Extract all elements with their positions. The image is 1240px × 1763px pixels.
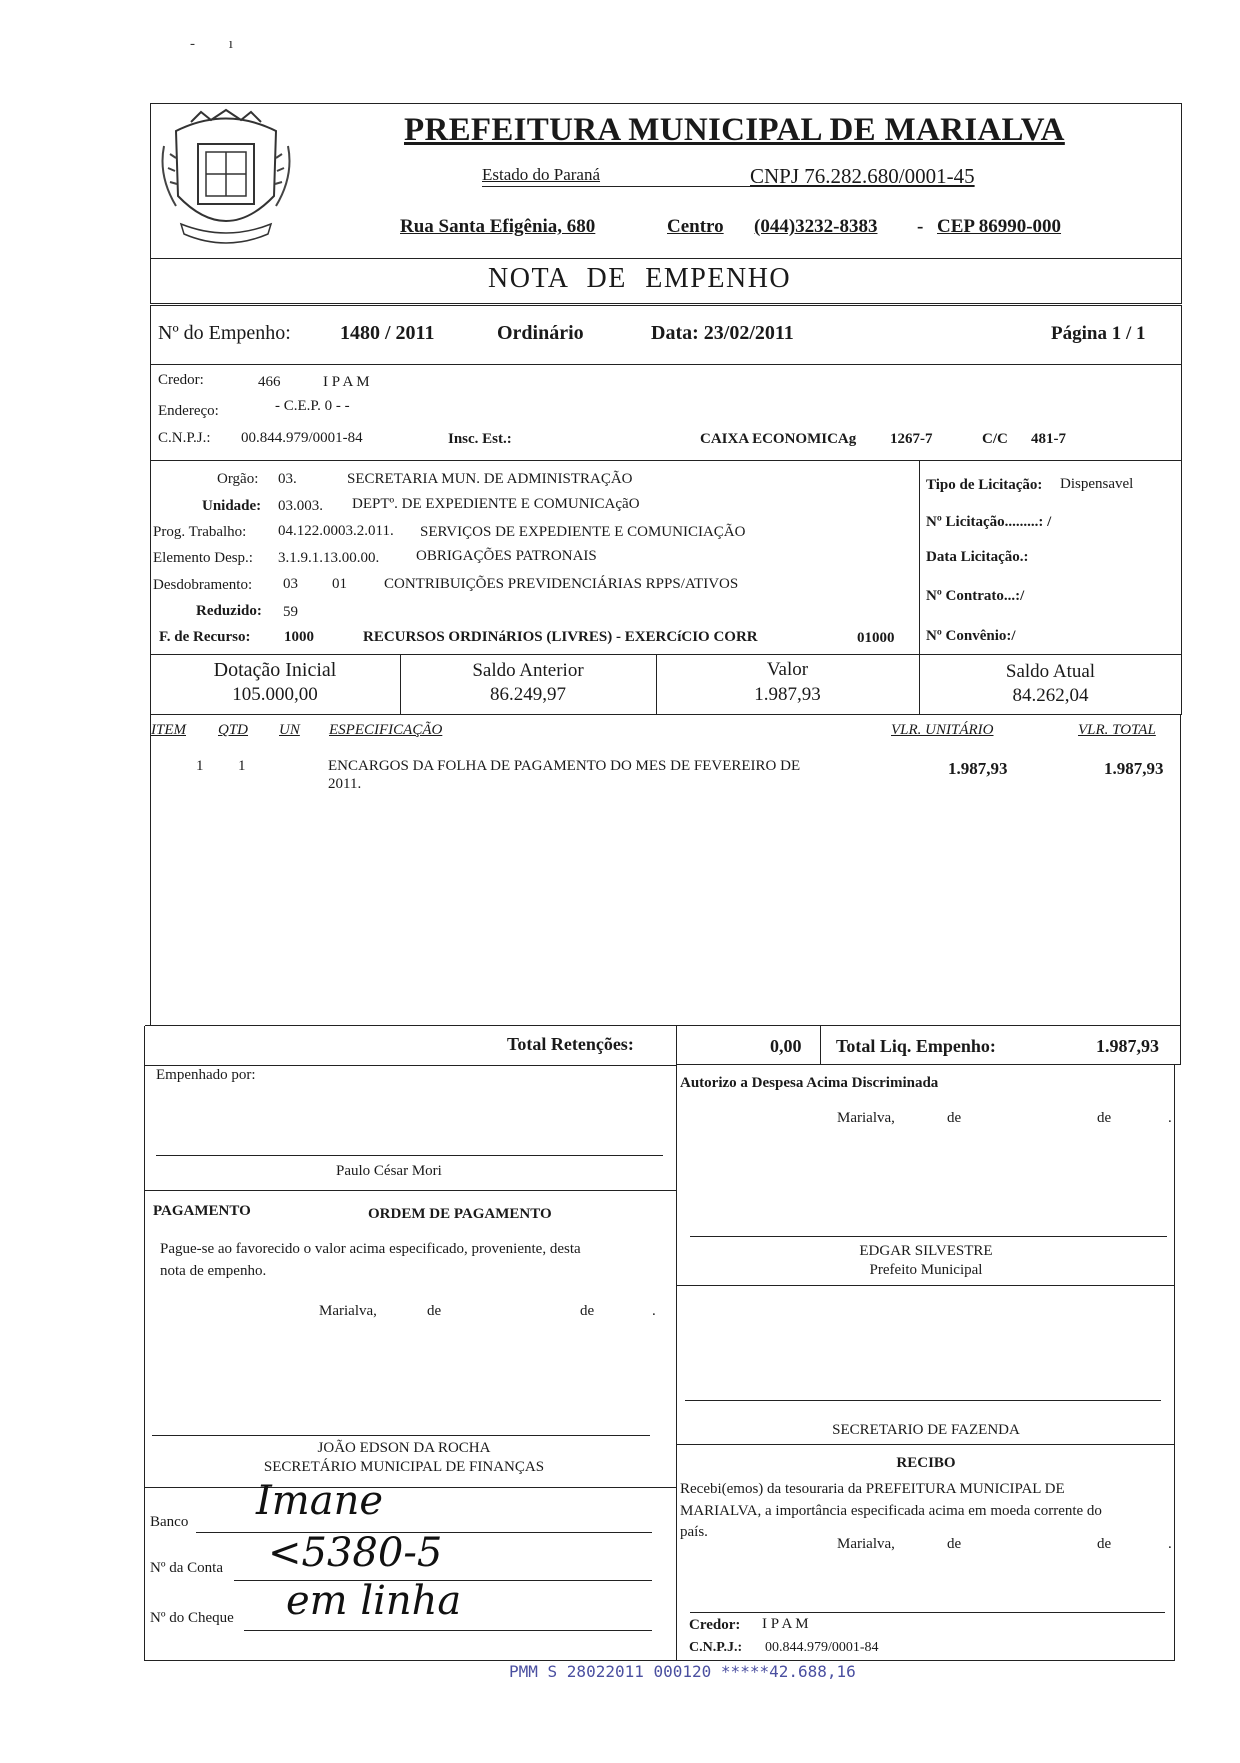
pagamento-dot: . (652, 1303, 656, 1319)
desdobramento-code1: 03 (283, 576, 298, 592)
fazenda-top-line (676, 1285, 1175, 1286)
banco-handwritten: Imane (256, 1478, 384, 1524)
recurso-label: F. de Recurso: (159, 629, 251, 645)
pagamento-label: PAGAMENTO (153, 1203, 251, 1219)
dotacao-inicial-value: 105.000,00 (232, 684, 318, 705)
phone-label: (044)3232-8383 (754, 216, 878, 237)
unidade-label: Unidade: (202, 498, 262, 514)
recurso-name: RECURSOS ORDINáRIOS (LIVRES) - EXERCíCIO CORR (363, 629, 758, 645)
recibo-cnpj-label: C.N.P.J.: (689, 1640, 743, 1655)
convenio: Nº Convênio:/ (926, 628, 1016, 644)
lower-bottom-line (144, 1660, 1175, 1661)
items-left-border (150, 715, 151, 1025)
recibo-title: RECIBO (896, 1455, 956, 1471)
cep-label: CEP 86990-000 (937, 216, 1062, 237)
municipality-title: PREFEITURA MUNICIPAL DE MARIALVA (404, 112, 1065, 148)
recibo-city: Marialva, (837, 1536, 895, 1552)
address-field-label: Endereço: (158, 403, 219, 419)
table-row-item: 1 (196, 758, 204, 774)
retencoes-value: 0,00 (770, 1036, 802, 1056)
financas-signature-line (152, 1435, 650, 1436)
lower-left-border (144, 1026, 145, 1660)
machine-stamp: PMM S 28022011 000120 *****42.688,16 (509, 1662, 856, 1681)
lower-middle-divider (676, 1065, 677, 1660)
pagamento-de-1: de (427, 1303, 442, 1319)
conta-label: Nº da Conta (150, 1560, 223, 1576)
col-especificacao: ESPECIFICAÇÃO (329, 722, 443, 738)
prefeito-signature-line (690, 1236, 1167, 1237)
conta-handwritten: <5380-5 (268, 1530, 443, 1576)
desdobramento-label: Desdobramento: (153, 577, 253, 593)
credor-code: 466 (258, 374, 281, 390)
table-row-spec-2: 2011. (328, 776, 362, 792)
saldo-anterior-value: 86.249,97 (490, 684, 566, 705)
empenho-date: Data: 23/02/2011 (651, 322, 794, 344)
credor-name: I P A M (323, 374, 370, 390)
prefeito-name: EDGAR SILVESTRE (859, 1243, 993, 1259)
prog-code: 04.122.0003.2.011. (278, 523, 394, 539)
recurso-code: 1000 (284, 629, 314, 645)
liq-value: 1.987,93 (1096, 1036, 1159, 1056)
cnpj-label: CNPJ 76.282.680/0001-45 (750, 164, 975, 188)
lower-right-border (1174, 1065, 1175, 1660)
autorizo-dot: . (1168, 1110, 1172, 1126)
credor-signature-line (690, 1612, 1165, 1613)
elemento-label: Elemento Desp.: (153, 550, 253, 566)
municipal-coat-of-arms-icon (156, 106, 296, 256)
saldo-anterior-label: Saldo Anterior (472, 660, 584, 681)
pagamento-text-2: nota de empenho. (160, 1263, 267, 1279)
table-row-unit: 1.987,93 (948, 759, 1008, 778)
autorizo-label: Autorizo a Despesa Acima Discriminada (680, 1075, 939, 1091)
address-label: Rua Santa Efigênia, 680 (400, 216, 596, 237)
valor-value: 1.987,93 (754, 684, 821, 705)
empenhado-name: Paulo César Mori (336, 1163, 442, 1179)
autorizo-de-1: de (947, 1110, 962, 1126)
retencoes-label: Total Retenções: (507, 1034, 634, 1054)
autorizo-city: Marialva, (837, 1110, 895, 1126)
col-un: UN (279, 722, 300, 738)
banco-label: Banco (150, 1514, 189, 1530)
financas-signer: JOÃO EDSON DA ROCHA (317, 1440, 491, 1456)
ordem-pagamento-label: ORDEM DE PAGAMENTO (368, 1206, 552, 1222)
prog-label: Prog. Trabalho: (153, 524, 247, 540)
pagamento-text-1: Pague-se ao favorecido o valor acima especificado, proveniente, desta (160, 1241, 581, 1257)
licitacao-divider (919, 461, 920, 654)
col-vlr-total: VLR. TOTAL (1078, 722, 1156, 738)
unidade-code: 03.003. (278, 498, 323, 514)
credor-address: - C.E.P. 0 - - (275, 398, 350, 414)
recibo-dot: . (1168, 1536, 1172, 1552)
recibo-text-2: MARIALVA, a importância especificada acima em moeda corrente do (680, 1503, 1102, 1519)
recibo-credor-value: I P A M (762, 1616, 809, 1632)
desdobramento-code2: 01 (332, 576, 347, 592)
fazenda-secretario: SECRETARIO DE FAZENDA (832, 1422, 1020, 1438)
cheque-line (244, 1630, 652, 1631)
col-qtd: QTD (218, 722, 249, 738)
cheque-label: Nº do Cheque (150, 1610, 234, 1626)
autorizo-de-2: de (1097, 1110, 1112, 1126)
contrato: Nº Contrato...:/ (926, 588, 1025, 604)
banco-top-line (144, 1487, 677, 1488)
pagamento-top-line (144, 1190, 677, 1191)
data-licitacao: Data Licitação.: (926, 549, 1029, 565)
dotacao-inicial-label: Dotação Inicial (213, 659, 337, 681)
cc-number: 481-7 (1031, 431, 1066, 447)
credor-cnpj-label: C.N.P.J.: (158, 430, 211, 446)
district-label: Centro (667, 216, 724, 237)
empenho-type: Ordinário (497, 322, 584, 344)
recibo-credor-label: Credor: (689, 1617, 741, 1633)
recibo-de-2: de (1097, 1536, 1112, 1552)
bank-agency: 1267-7 (890, 431, 933, 447)
page-number: Página 1 / 1 (1051, 323, 1146, 344)
prefeito-role: Prefeito Municipal (869, 1262, 983, 1278)
elemento-name: OBRIGAÇÕES PATRONAIS (416, 548, 597, 564)
recibo-top-line (676, 1444, 1175, 1445)
reduzido-value: 59 (283, 604, 298, 620)
pagamento-de-2: de (580, 1303, 595, 1319)
insc-est-label: Insc. Est.: (448, 431, 512, 447)
items-right-border (1180, 715, 1181, 1025)
table-row-qtd: 1 (238, 758, 246, 774)
separator: - (917, 216, 924, 237)
state-label: Estado do Paraná (482, 165, 601, 184)
empenho-number: 1480 / 2011 (340, 322, 435, 344)
liq-label: Total Liq. Empenho: (836, 1036, 996, 1056)
orgao-label: Orgão: (217, 471, 259, 487)
pagamento-city: Marialva, (319, 1303, 377, 1319)
empenhado-label: Empenhado por: (156, 1067, 256, 1083)
unidade-name: DEPTº. DE EXPEDIENTE E COMUNICAçãO (352, 496, 640, 512)
table-row-total: 1.987,93 (1104, 759, 1164, 778)
scan-mark: - ı (190, 36, 233, 52)
col-vlr-unitario: VLR. UNITÁRIO (891, 722, 994, 738)
recibo-text-3: país. (680, 1524, 708, 1540)
elemento-code: 3.1.9.1.13.00.00. (278, 550, 380, 566)
credor-cnpj: 00.844.979/0001-84 (241, 430, 363, 446)
cc-label: C/C (982, 431, 1008, 447)
left-top-line (144, 1065, 677, 1066)
recurso-code2: 01000 (857, 630, 895, 646)
credor-label: Credor: (158, 372, 204, 388)
reduzido-label: Reduzido: (196, 603, 262, 619)
bank-name: CAIXA ECONOMICAg (700, 431, 857, 447)
empenhado-signature-line (156, 1155, 663, 1156)
saldo-atual-value: 84.262,04 (1012, 685, 1089, 706)
financas-role: SECRETÁRIO MUNICIPAL DE FINANÇAS (263, 1459, 545, 1475)
tipo-licitacao-value: Dispensavel (1060, 476, 1134, 492)
empenho-number-label: Nº do Empenho: (158, 322, 291, 344)
state-underline (482, 186, 752, 187)
saldo-atual-label: Saldo Atual (1005, 661, 1096, 682)
orgao-code: 03. (278, 471, 297, 487)
doc-title: NOTA DE EMPENHO (488, 263, 792, 294)
desdobramento-name: CONTRIBUIÇÕES PREVIDENCIÁRIAS RPPS/ATIVOS (384, 576, 739, 592)
cheque-handwritten: em linha (286, 1578, 462, 1624)
table-row-spec-1: ENCARGOS DA FOLHA DE PAGAMENTO DO MES DE FEVEREIRO DE (328, 758, 801, 774)
recibo-de-1: de (947, 1536, 962, 1552)
valor-label: Valor (766, 659, 809, 680)
prog-name: SERVIÇOS DE EXPEDIENTE E COMUNICIAÇÃO (420, 524, 746, 540)
recibo-cnpj-value: 00.844.979/0001-84 (765, 1640, 879, 1655)
orgao-name: SECRETARIA MUN. DE ADMINISTRAÇÃO (347, 471, 633, 487)
col-item: ITEM (151, 722, 186, 738)
tipo-licitacao-label: Tipo de Licitação: (926, 477, 1043, 493)
numero-licitacao: Nº Licitação.........: / (926, 514, 1052, 530)
recibo-text-1: Recebi(emos) da tesouraria da PREFEITURA MUNICIPAL DE (680, 1481, 1065, 1497)
fazenda-signature-line (685, 1400, 1161, 1401)
